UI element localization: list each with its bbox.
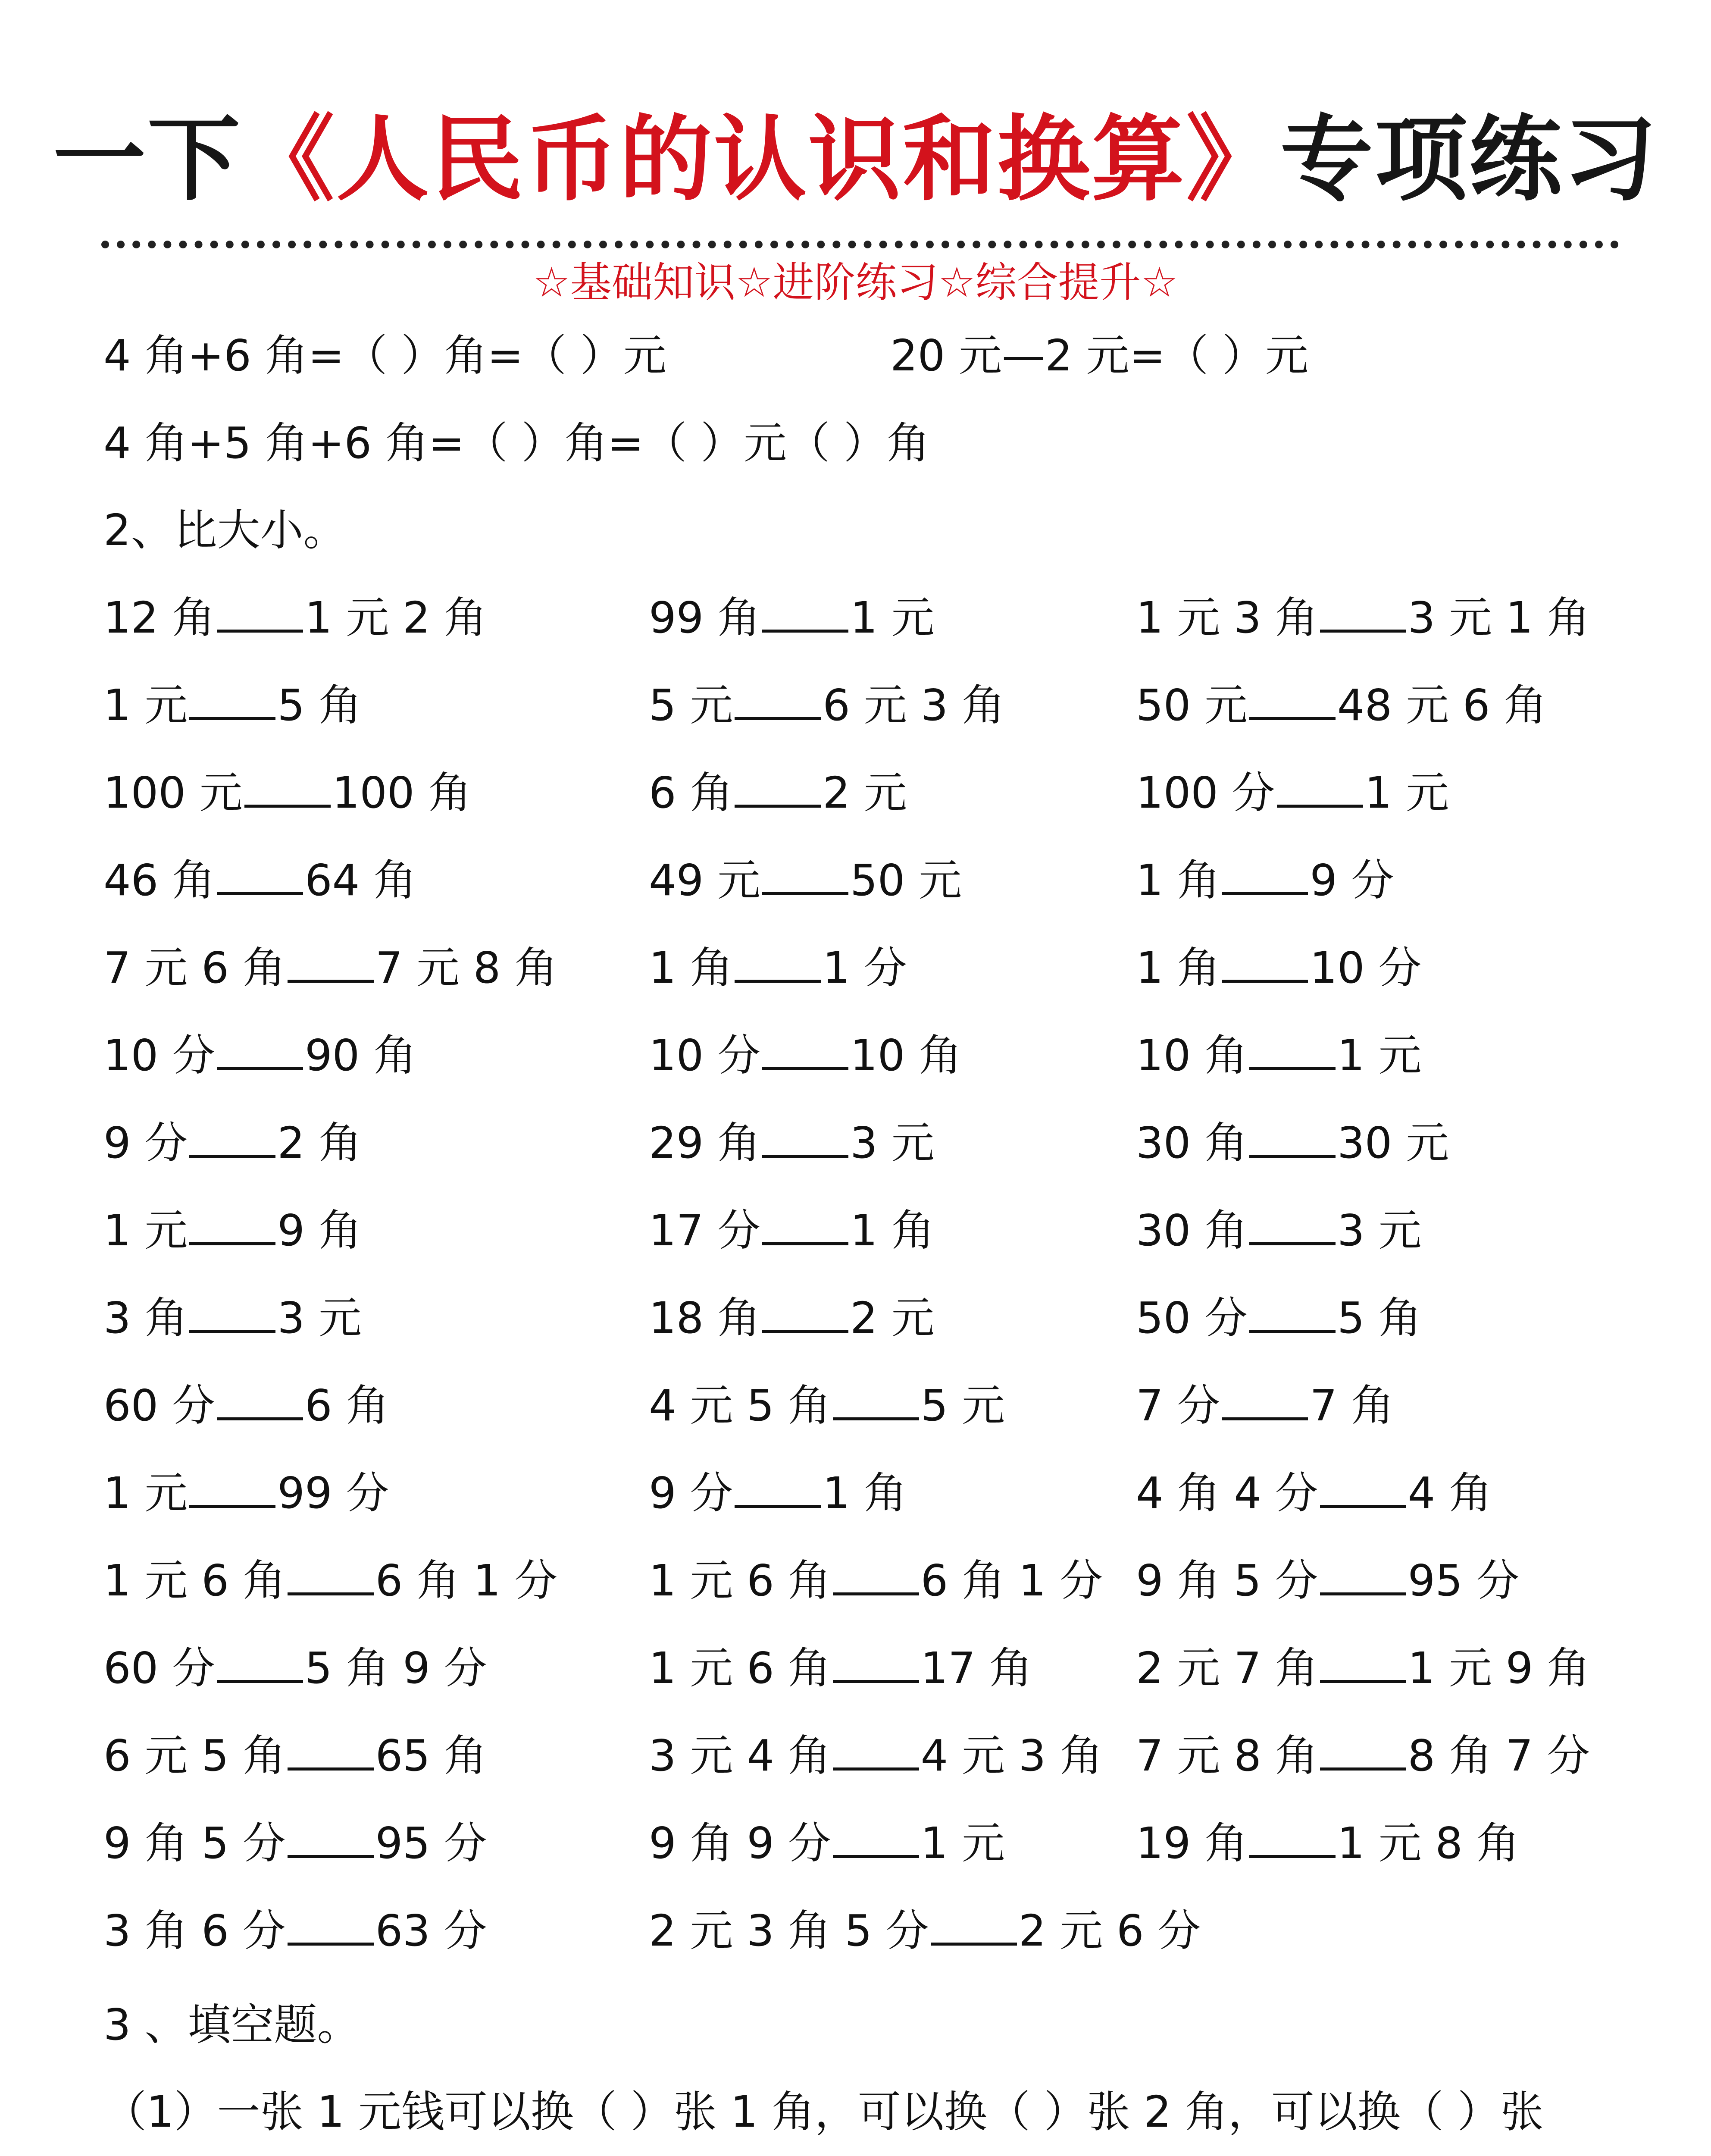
answer-blank[interactable] [1249,678,1336,720]
answer-blank[interactable] [1222,941,1308,983]
compare-left: 60 分 [103,1380,216,1431]
compare-left: 50 元 [1136,680,1248,730]
compare-right: 2 元 [850,1293,935,1343]
compare-item [1136,1113,1449,1173]
compare-left: 49 元 [649,855,761,906]
answer-blank[interactable] [189,1116,275,1158]
compare-left: 10 分 [649,1030,761,1081]
compare-right: 1 分 [823,943,907,993]
compare-right: 5 元 [920,1380,1005,1431]
compare-left: 7 分 [1136,1380,1220,1431]
compare-left: 1 角 [649,943,733,993]
compare-left: 1 元 [103,680,188,730]
compare-right: 64 角 [305,855,417,906]
compare-right: 17 角 [920,1643,1032,1693]
compare-item [649,1551,1103,1611]
compare-left: 6 角 [649,768,733,818]
compare-left: 5 元 [649,680,733,730]
answer-blank[interactable] [833,1816,919,1858]
compare-left: 99 角 [649,592,761,643]
answer-blank[interactable] [288,1904,374,1946]
answer-blank[interactable] [288,941,374,983]
compare-right: 48 元 6 角 [1337,680,1547,730]
compare-item [649,1376,1005,1436]
compare-item [103,675,362,736]
compare-left: 17 分 [649,1205,761,1256]
compare-item [649,1025,962,1086]
compare-left: 2 元 3 角 5 分 [649,1905,929,1956]
compare-right: 3 元 [277,1293,362,1343]
answer-blank[interactable] [189,1203,275,1245]
title-prefix: 一下 [53,105,242,213]
compare-right: 7 元 8 角 [375,943,558,993]
compare-item [649,938,907,998]
compare-right: 4 角 [1408,1468,1492,1518]
compare-left: 1 角 [1136,943,1220,993]
compare-left: 10 角 [1136,1030,1248,1081]
compare-right: 10 分 [1310,943,1422,993]
compare-right: 30 元 [1337,1118,1449,1168]
compare-right: 65 角 [375,1730,487,1781]
compare-left: 7 元 6 角 [103,943,286,993]
compare-item [103,1901,487,1961]
answer-blank[interactable] [288,1729,374,1771]
answer-blank[interactable] [1249,1203,1336,1245]
compare-right: 95 分 [375,1818,487,1868]
compare-right: 3 元 [850,1118,935,1168]
compare-right: 4 元 3 角 [920,1730,1103,1781]
compare-item [649,1726,1103,1786]
compare-item [649,1288,934,1348]
title-suffix: 专项练习 [1280,105,1658,213]
compare-item [649,850,962,911]
compare-item [1136,1638,1590,1698]
answer-blank[interactable] [244,766,331,808]
compare-right: 1 元 [920,1818,1005,1868]
answer-blank[interactable] [735,941,821,983]
compare-right: 5 角 [277,680,362,730]
compare-item [1136,1463,1492,1523]
compare-left: 9 角 9 分 [649,1818,831,1868]
answer-blank[interactable] [1320,1554,1406,1595]
answer-blank[interactable] [1320,1641,1406,1683]
compare-item [1136,938,1421,998]
compare-left: 1 元 6 角 [649,1643,831,1693]
answer-blank[interactable] [189,1466,275,1508]
compare-left: 3 元 4 角 [649,1730,831,1781]
answer-blank[interactable] [1222,853,1308,895]
compare-item [103,1638,487,1698]
answer-blank[interactable] [1320,1466,1406,1508]
compare-right: 90 角 [305,1030,417,1081]
subtitle: ☆基础知识☆进阶练习☆综合提升☆ [533,258,1178,307]
answer-blank[interactable] [288,1816,374,1858]
title-book: 《人民币的认识和换算》 [242,105,1280,213]
answer-blank[interactable] [762,1028,848,1070]
compare-right: 6 角 [305,1380,389,1431]
compare-item [103,938,557,998]
compare-left: 19 角 [1136,1818,1248,1868]
compare-right: 7 角 [1310,1380,1394,1431]
answer-blank[interactable] [1277,766,1363,808]
compare-item [1136,1551,1520,1611]
compare-right: 1 元 [1364,768,1449,818]
page-title [0,103,1711,216]
compare-right: 9 分 [1310,855,1394,906]
compare-right: 100 角 [332,768,472,818]
compare-left: 46 角 [103,855,216,906]
answer-blank[interactable] [762,591,848,633]
compare-item [1136,675,1547,736]
compare-item [649,1813,1005,1874]
compare-right: 99 分 [277,1468,389,1518]
compare-left: 50 分 [1136,1293,1248,1343]
answer-blank[interactable] [1320,591,1406,633]
compare-item [103,1551,557,1611]
compare-left: 6 元 5 角 [103,1730,286,1781]
compare-item [649,1901,1201,1961]
compare-right: 50 元 [850,855,962,906]
answer-blank[interactable] [762,1116,848,1158]
compare-item [1136,1025,1421,1086]
answer-blank[interactable] [833,1554,919,1595]
answer-blank[interactable] [217,591,303,633]
answer-blank[interactable] [217,1028,303,1070]
compare-item [103,1288,362,1348]
compare-left: 18 角 [649,1293,761,1343]
answer-blank[interactable] [762,853,848,895]
answer-blank[interactable] [931,1904,1017,1946]
compare-right: 3 元 [1337,1205,1422,1256]
compare-right: 63 分 [375,1905,487,1956]
answer-blank[interactable] [1249,1291,1336,1333]
answer-blank[interactable] [1320,1729,1406,1771]
compare-right: 10 角 [850,1030,962,1081]
equation-1a: 4 角+6 角=（ ）角=（ ）元 [103,330,666,381]
equation-2: 4 角+5 角+6 角=（ ）角=（ ）元（ ）角 [103,418,930,468]
compare-right: 6 元 3 角 [823,680,1005,730]
compare-item [1136,1200,1421,1261]
equation-1b: 20 元—2 元=（ ）元 [890,330,1309,381]
compare-item [103,1376,389,1436]
compare-left: 1 元 3 角 [1136,592,1318,643]
compare-left: 9 分 [649,1468,733,1518]
answer-blank[interactable] [217,853,303,895]
dotted-divider [101,241,1619,248]
compare-item [1136,1813,1520,1874]
answer-blank[interactable] [189,1291,275,1333]
compare-left: 7 元 8 角 [1136,1730,1318,1781]
compare-item [103,1813,487,1874]
compare-item [649,1638,1032,1698]
compare-right: 2 元 [823,768,907,818]
compare-left: 12 角 [103,592,216,643]
compare-right: 5 角 9 分 [305,1643,487,1693]
compare-left: 100 元 [103,768,243,818]
answer-blank[interactable] [1249,1116,1336,1158]
compare-left: 30 角 [1136,1118,1248,1168]
compare-left: 1 元 6 角 [103,1555,286,1606]
compare-left: 4 元 5 角 [649,1380,831,1431]
compare-right: 6 角 1 分 [375,1555,558,1606]
answer-blank[interactable] [1249,1816,1336,1858]
compare-right: 9 角 [277,1205,362,1256]
compare-left: 1 元 [103,1468,188,1518]
answer-blank[interactable] [735,766,821,808]
compare-right: 1 元 8 角 [1337,1818,1520,1868]
answer-blank[interactable] [189,678,275,720]
compare-item [649,588,934,648]
compare-item [649,1113,934,1173]
worksheet-page: 一下《人民币的认识和换算》专项练习 ☆基础知识☆进阶练习☆综合提升☆ 4 角+6 角=（ ）角=（ ）元 20 元—2 元=（ ）元 4 角+5 角+6 角=（ ）角=（ ）元（ ）角 2、比大小。 12 角 1 元 2 角 99 角 1 元 1 元 3 角 3 元 1 角 1 元 5 角 5 元 6 元 3 角 50 元 48 元 6 角 100 元 100 角 6 角 2 元 100 分 1 元 46 角 64 角 49 元 50 元 1 角 9 分 7 元 6 角 7 元 8 角 1 角 1 分 1 角 10 分 10 分 90 角 10 分 10 角 10 角 1 元 9 分 2 角 29 角 3 元 30 角 30 元 1 元 9 角 17 分 1 角 30 角 3 元 3 角 3 元 18 角 2 元 50 分 5 角 60 分 6 角 4 元 5 角 5 元 7 分 7 角 1 元 99 分 9 分 1 角 4 角 4 分 4 角 1 元 6 角 6 角 1 分 1 元 6 角 6 角 1 分 9 角 5 分 95 分 60 分 5 角 9 分 1 元 6 角 17 角 2 元 7 角 1 元 9 角 6 元 5 角 65 角 3 元 4 角 4 元 3 角 7 元 8 角 8 角 7 分 9 角 5 分 95 分 9 角 9 分 1 元 19 角 1 元 8 角 3 角 6 分 63 分 2 元 3 角 5 分 2 元 6 分 3 、填空题。 （1）一张 1 元钱可以换（ ）张 1 角，可以换（ ）张 2 角，可以换（ ）张 [0,0,1711,2156]
compare-item [103,1025,416,1086]
answer-blank[interactable] [833,1641,919,1683]
compare-item [103,1113,362,1173]
compare-right: 1 元 [850,592,935,643]
compare-item [1136,850,1394,911]
answer-blank[interactable] [217,1641,303,1683]
answer-blank[interactable] [1249,1028,1336,1070]
compare-left: 1 元 6 角 [649,1555,831,1606]
compare-left: 100 分 [1136,768,1275,818]
answer-blank[interactable] [833,1729,919,1771]
compare-right: 1 角 [823,1468,907,1518]
compare-right: 5 角 [1337,1293,1422,1343]
compare-item [103,1726,487,1786]
compare-item [103,588,487,648]
compare-right: 3 元 1 角 [1408,592,1590,643]
compare-right: 6 角 1 分 [920,1555,1103,1606]
compare-item [103,763,471,823]
compare-item [649,675,1005,736]
compare-left: 2 元 7 角 [1136,1643,1318,1693]
compare-item [103,850,416,911]
compare-item [103,1463,389,1523]
compare-left: 9 分 [103,1118,188,1168]
compare-item [649,1463,907,1523]
answer-blank[interactable] [762,1203,848,1245]
compare-item [103,1200,362,1261]
compare-item [1136,1288,1421,1348]
compare-right: 1 元 [1337,1030,1422,1081]
compare-item [1136,763,1449,823]
answer-blank[interactable] [833,1379,919,1420]
compare-left: 60 分 [103,1643,216,1693]
compare-left: 3 角 6 分 [103,1905,286,1956]
compare-right: 1 元 2 角 [305,592,487,643]
compare-right: 1 元 9 角 [1408,1643,1590,1693]
compare-right: 8 角 7 分 [1408,1730,1590,1781]
answer-blank[interactable] [762,1291,848,1333]
compare-right: 1 角 [850,1205,935,1256]
compare-item [1136,588,1590,648]
compare-item [649,1200,934,1261]
answer-blank[interactable] [1222,1379,1308,1420]
compare-left: 9 角 5 分 [103,1818,286,1868]
compare-left: 9 角 5 分 [1136,1555,1318,1606]
compare-item [649,763,907,823]
compare-left: 30 角 [1136,1205,1248,1256]
compare-left: 10 分 [103,1030,216,1081]
compare-right: 2 角 [277,1118,362,1168]
compare-right: 2 元 6 分 [1018,1905,1201,1956]
compare-left: 1 角 [1136,855,1220,906]
answer-blank[interactable] [217,1379,303,1420]
compare-left: 4 角 4 分 [1136,1468,1318,1518]
answer-blank[interactable] [735,1466,821,1508]
answer-blank[interactable] [735,678,821,720]
compare-item [1136,1726,1590,1786]
compare-item [1136,1376,1394,1436]
compare-right: 95 分 [1408,1555,1520,1606]
compare-left: 1 元 [103,1205,188,1256]
compare-left: 29 角 [649,1118,761,1168]
compare-left: 3 角 [103,1293,188,1343]
answer-blank[interactable] [288,1554,374,1595]
